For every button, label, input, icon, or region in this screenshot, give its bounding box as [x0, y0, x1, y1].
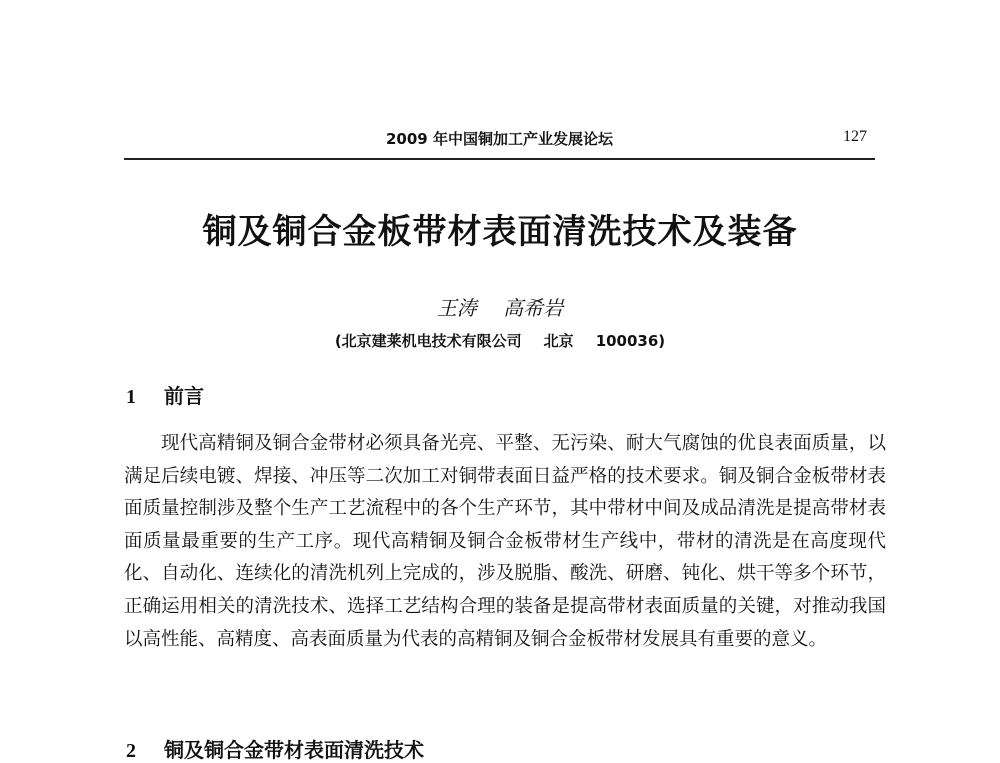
section-heading-cleaning-technology: [126, 734, 424, 763]
affiliation-city: 北京: [543, 332, 574, 350]
section-number: 2: [126, 740, 136, 762]
author-name: 王涛: [436, 296, 477, 320]
section-title: 前言: [164, 384, 204, 408]
introduction-paragraph: 现代高精铜及铜合金带材必须具备光亮、平整、无污染、耐大气腐蚀的优良表面质量，以满足后续电镀、焊接、冲压等二次加工对铜带表面日益严格的技术要求。铜及铜合金板带材表面质量控制涉及整个生产工艺流程中的各个生产环节，其中带材中间及成品清洗是提高带材表面质量最重要的生产工序。现代高精铜及铜合金板带材生产线中，带材的清洗是在高度现代化、自动化、连续化的清洗机列上完成的，涉及脱脂、酸洗、研磨、钝化、烘干等多个环节，正确运用相关的清洗技术、选择工艺结构合理的装备是提高带材表面质量的关键，对推动我国以高性能、高精度、高表面质量为代表的高精铜及铜合金板带材发展具有重要的意义。: [124, 433, 886, 650]
section-heading-introduction: [126, 380, 204, 409]
affiliation: [0, 330, 1000, 351]
affiliation-postcode: 100036): [595, 332, 666, 350]
section-number: 1: [126, 386, 136, 408]
section-title: 铜及铜合金带材表面清洗技术: [164, 738, 424, 762]
journal-name: 2009 年中国铜加工产业发展论坛: [386, 130, 613, 148]
paper-title: 铜及铜合金板带材表面清洗技术及装备: [202, 212, 798, 252]
author-list: [0, 292, 1000, 321]
running-header: [124, 118, 875, 160]
author-name: 高希岩: [503, 296, 564, 320]
page-number: 127: [843, 128, 867, 145]
affiliation-org: (北京建莱机电技术有限公司: [334, 332, 522, 350]
